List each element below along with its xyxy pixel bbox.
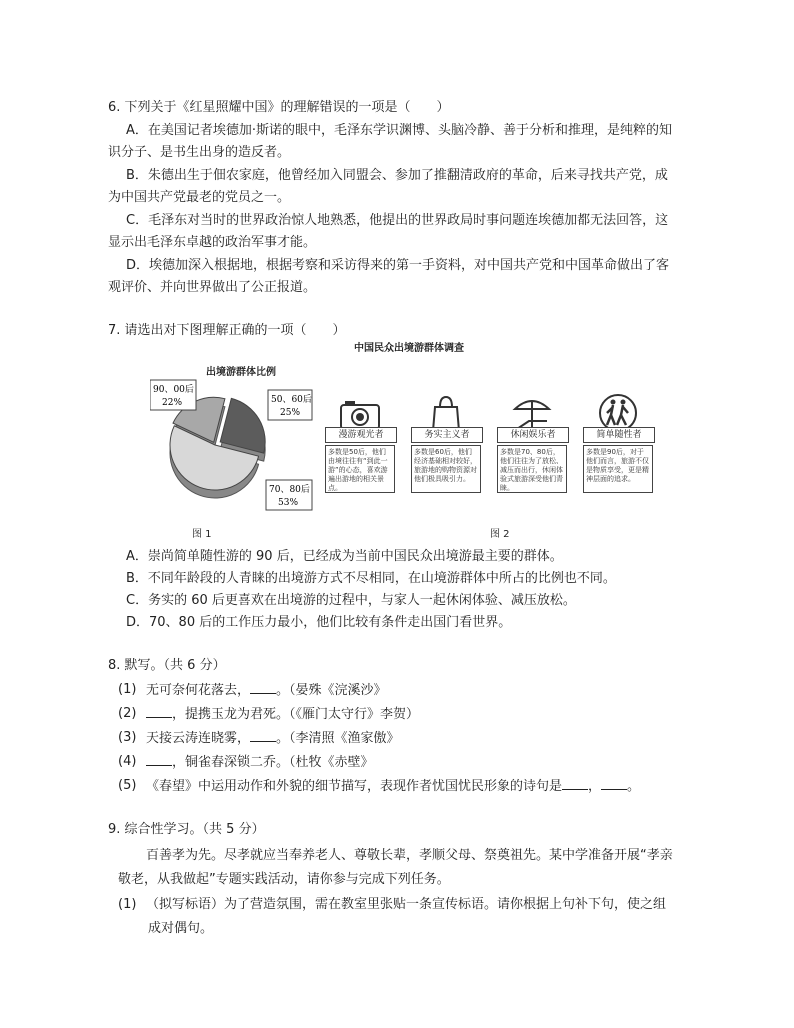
q6-option-d: D．埃德加深入根据地，根据考察和采访得来的第一手资料，对中国共产党和中国革命做出了客 [126, 258, 670, 273]
q8-item-5 [118, 777, 641, 795]
q8-item-source: 。（李清照《渔家傲》 [276, 731, 400, 746]
q8-item-text: 《春望》中运用动作和外貌的细节描写，表现作者忧国忧民形象的诗句是 [146, 779, 563, 794]
q6-option-c-cont: 显示出毛泽东卓越的政治军事才能。 [108, 235, 317, 250]
answer-blank[interactable] [146, 705, 172, 718]
fig2-category-description: 多数是60后，他们经济基础相对较好，旅游地的购物资源对他们极具吸引力。 [411, 445, 481, 493]
q7-option-d: D．70、80 后的工作压力最小，他们比较有条件走出国门看世界。 [126, 615, 512, 630]
fig2-category-label: 简单随性者 [583, 427, 655, 443]
q8-item-text: 天接云涛连晓雾， [146, 731, 251, 746]
q6-option-b-cont: 为中国共产党最老的党员之一。 [108, 190, 291, 205]
q8-item-num: (5) [118, 778, 137, 793]
answer-blank[interactable] [250, 729, 276, 742]
fig2-category-label: 务实主义者 [411, 427, 483, 443]
q9-sub1-text: （拟写标语）为了营造氛围，需在教室里张贴一条宣传标语。请你根据上句补下句，使之组 [146, 897, 667, 912]
q8-stem: 8. 默写。（共 6 分） [108, 658, 226, 673]
q9-stem: 9. 综合性学习。（共 5 分） [108, 822, 265, 837]
q7-figure [150, 335, 680, 540]
fig2-caption: 图 2 [490, 529, 510, 540]
q8-item-num: (2) [118, 706, 137, 721]
q8-item-sep: ， [588, 779, 602, 794]
q9-sub1-cont: 成对偶句。 [148, 921, 214, 936]
q8-item-num: (1) [118, 682, 137, 697]
q8-item-num: (4) [118, 754, 137, 769]
q8-item-4 [118, 753, 374, 771]
q6-stem: 6. 下列关于《红星照耀中国》的理解错误的一项是（ ） [108, 100, 450, 115]
q8-item-source: ，铜雀春深锁二乔。（杜牧《赤壁》 [172, 755, 374, 770]
q6-option-c: C．毛泽东对当时的世界政治惊人地熟悉，他提出的世界政局时事问题连埃德加都无法回答，这 [126, 213, 669, 228]
pie-slice-value: 53% [278, 498, 299, 508]
pie-slice-label: 90、00后 [153, 385, 194, 395]
pie-slice-value: 22% [162, 398, 183, 408]
fig2-category-description: 多数是90后，对于他们而言，旅游不仅是物质享受，更是精神层面的追求。 [583, 445, 653, 493]
q7-option-c: C．务实的 60 后更喜欢在出境游的过程中，与家人一起休闲体验、减压放松。 [126, 593, 576, 608]
answer-blank[interactable] [250, 681, 276, 694]
q6-option-d-cont: 观评价、并向世界做出了公正报道。 [108, 280, 317, 295]
q8-item-2 [118, 705, 420, 723]
q8-item-source: 。（晏殊《浣溪沙》 [276, 683, 387, 698]
pie-slice-label: 70、80后 [269, 485, 310, 495]
q7-option-b: B．不同年龄段的人青睐的出境游方式不尽相同，在山境游群体中所占的比例也不同。 [126, 571, 616, 586]
q9-sub-num: (1) [118, 897, 137, 912]
q7-option-a: A．崇尚简单随性游的 90 后，已经成为当前中国民众出境游最主要的群体。 [126, 549, 563, 564]
fig1-pie-chart [150, 375, 320, 545]
q8-item-3 [118, 729, 400, 747]
q9-paragraph-cont: 敬老，从我做起”专题实践活动，请你参与完成下列任务。 [118, 872, 450, 887]
q8-item-end: 。 [627, 779, 641, 794]
fig1-caption: 图 1 [192, 529, 212, 540]
pie-slice-label: 50、60后 [271, 395, 312, 405]
answer-blank[interactable] [146, 753, 172, 766]
q9-paragraph: 百善孝为先。尽孝就应当奉养老人、尊敬长辈，孝顺父母、祭奠祖先。某中学准备开展“孝亲 [146, 848, 673, 863]
fig2-title: 中国民众出境游群体调查 [354, 343, 464, 354]
fig2-category-description: 多数是50后，他们由境往往有“到此一游”的心态，喜欢游遍出游地的相关景点。 [325, 445, 395, 493]
q8-item-num: (3) [118, 730, 137, 745]
q6-option-a-cont: 识分子、是书生出身的造反者。 [108, 145, 291, 160]
answer-blank[interactable] [562, 777, 588, 790]
answer-blank[interactable] [601, 777, 627, 790]
fig1-title: 出境游群体比例 [206, 367, 276, 378]
fig2-category-label: 休闲娱乐者 [497, 427, 569, 443]
q9-sub1 [118, 896, 667, 914]
q7-stem: 7. 请选出对下图理解正确的一项（ ） [108, 323, 346, 338]
fig2-category-label: 漫游观光者 [325, 427, 397, 443]
q8-item-text: 无可奈何花落去， [146, 683, 251, 698]
q6-option-b: B．朱德出生于佃农家庭，他曾经加入同盟会、参加了推翻清政府的革命，后来寻找共产党，成 [126, 168, 668, 183]
q8-item-source: ，提携玉龙为君死。（《雁门太守行》李贺） [172, 707, 420, 722]
pie-slice-value: 25% [280, 408, 301, 418]
fig2-category-description: 多数是70、80后，他们往往为了放松、减压而出行，休闲体验式旅游深受他们青睐。 [497, 445, 567, 493]
q8-item-1 [118, 681, 387, 699]
q6-option-a: A．在美国记者埃德加·斯诺的眼中，毛泽东学识渊博、头脑冷静、善于分析和推理，是纯粹的知 [126, 123, 673, 138]
